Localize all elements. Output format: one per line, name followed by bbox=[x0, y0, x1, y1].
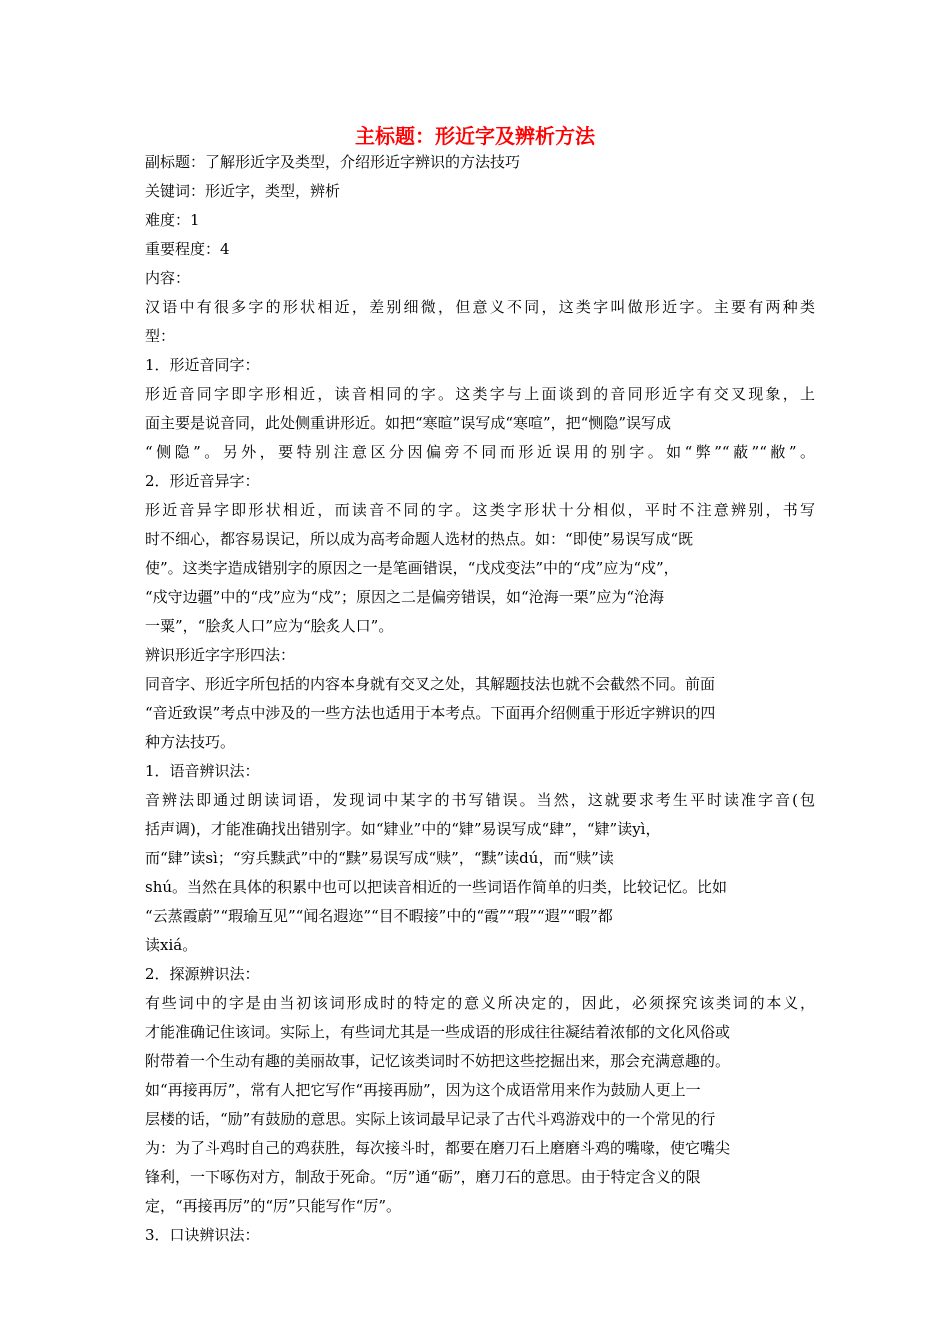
importance-line: 重要程度：4 bbox=[145, 240, 230, 258]
paragraph-line: 音辨法即通过朗读词语，发现词中某字的书写错误。当然，这就要求考生平时读准字音(包 bbox=[145, 791, 815, 809]
paragraph-line: “音近致误”考点中涉及的一些方法也适用于本考点。下面再介绍侧重于形近字辨识的四 bbox=[145, 704, 716, 722]
paragraph-line: 而“肆”读sì；“穷兵黩武”中的“黩”易误写成“赎”，“黩”读dú，而“赎”读 bbox=[145, 849, 614, 867]
section-heading: 2．探源辨识法： bbox=[145, 965, 260, 983]
paragraph-line: 定，“再接再厉”的“厉”只能写作“厉”。 bbox=[145, 1197, 402, 1215]
paragraph-line: 同音字、形近字所包括的内容本身就有交叉之处，其解题技法也就不会截然不同。前面 bbox=[145, 675, 716, 693]
paragraph-line: 种方法技巧。 bbox=[145, 733, 236, 751]
paragraph-line: 锋利，一下啄伤对方，制敌于死命。“厉”通“砺”，磨刀石的意思。由于特定含义的限 bbox=[145, 1168, 701, 1186]
paragraph-line: “戍守边疆”中的“戌”应为“戍”；原因之二是偏旁错误，如“沧海一栗”应为“沧海 bbox=[145, 588, 665, 606]
paragraph-line: 为：为了斗鸡时自己的鸡获胜，每次接斗时，都要在磨刀石上磨磨斗鸡的嘴喙，使它嘴尖 bbox=[145, 1139, 731, 1157]
paragraph-line: 一粟”，“脍炙人口”应为“脍炙人口”。 bbox=[145, 617, 394, 635]
section-heading: 1．形近音同字： bbox=[145, 356, 260, 374]
paragraph-line: 括声调)，才能准确找出错别字。如“肄业”中的“肄”易误写成“肆”，“肄”读yì， bbox=[145, 820, 661, 838]
paragraph-line: 汉语中有很多字的形状相近，差别细微，但意义不同，这类字叫做形近字。主要有两种类 bbox=[145, 298, 815, 316]
paragraph-line: shú。当然在具体的积累中也可以把读音相近的一些词语作简单的归类，比较记忆。比如 bbox=[145, 878, 728, 896]
paragraph-line: 形近音同字即字形相近，读音相同的字。这类字与上面谈到的音同形近字有交叉现象，上 bbox=[145, 385, 815, 403]
content-label: 内容： bbox=[145, 269, 191, 287]
paragraph-line: 时不细心，都容易误记，所以成为高考命题人选材的热点。如：“即使”易误写成“既 bbox=[145, 530, 694, 548]
paragraph-line: 附带着一个生动有趣的美丽故事，记忆该类词时不妨把这些挖掘出来，那会充满意趣的。 bbox=[145, 1052, 731, 1070]
paragraph-line: 才能准确记住该词。实际上，有些词尤其是一些成语的形成往往凝结着浓郁的文化风俗或 bbox=[145, 1023, 731, 1041]
paragraph-line: “云蒸霞蔚”“瑕瑜互见”“闻名遐迩”“目不暇接”中的“霞”“瑕”“遐”“暇”都 bbox=[145, 907, 613, 925]
subtitle-line: 副标题：了解形近字及类型，介绍形近字辨识的方法技巧 bbox=[145, 153, 521, 171]
paragraph-line: 型： bbox=[145, 327, 176, 345]
section-heading: 辨识形近字字形四法： bbox=[145, 646, 296, 664]
section-heading: 1．语音辨识法： bbox=[145, 762, 260, 780]
main-title: 主标题：形近字及辨析方法 bbox=[355, 124, 595, 148]
paragraph-line: 有些词中的字是由当初该词形成时的特定的意义所决定的，因此，必须探究该类词的本义， bbox=[145, 994, 815, 1012]
section-heading: 3．口诀辨识法： bbox=[145, 1226, 260, 1244]
document-body bbox=[145, 148, 815, 1250]
paragraph-line: 形近音异字即形状相近，而读音不同的字。这类字形状十分相似，平时不注意辨别，书写 bbox=[145, 501, 815, 519]
section-heading: 2．形近音异字： bbox=[145, 472, 260, 490]
paragraph-line: 如“再接再厉”，常有人把它写作“再接再励”，因为这个成语常用来作为鼓励人更上一 bbox=[145, 1081, 701, 1099]
paragraph-line: 面主要是说音同，此处侧重讲形近。如把“寒暄”误写成“寒喧”，把“恻隐”误写成 bbox=[145, 414, 672, 432]
paragraph-line: 层楼的话，“励”有鼓励的意思。实际上该词最早记录了古代斗鸡游戏中的一个常见的行 bbox=[145, 1110, 716, 1128]
paragraph-line: “侧隐”。另外，要特别注意区分因偏旁不同而形近误用的别字。如“弊”“蔽”“敝”。 bbox=[145, 443, 815, 461]
keywords-line: 关键词：形近字，类型，辨析 bbox=[145, 182, 341, 200]
paragraph-line: 读xiá。 bbox=[145, 936, 198, 954]
difficulty-line: 难度：1 bbox=[145, 211, 200, 229]
paragraph-line: 使”。这类字造成错别字的原因之一是笔画错误，“戊戍变法”中的“戌”应为“戍”， bbox=[145, 559, 679, 577]
